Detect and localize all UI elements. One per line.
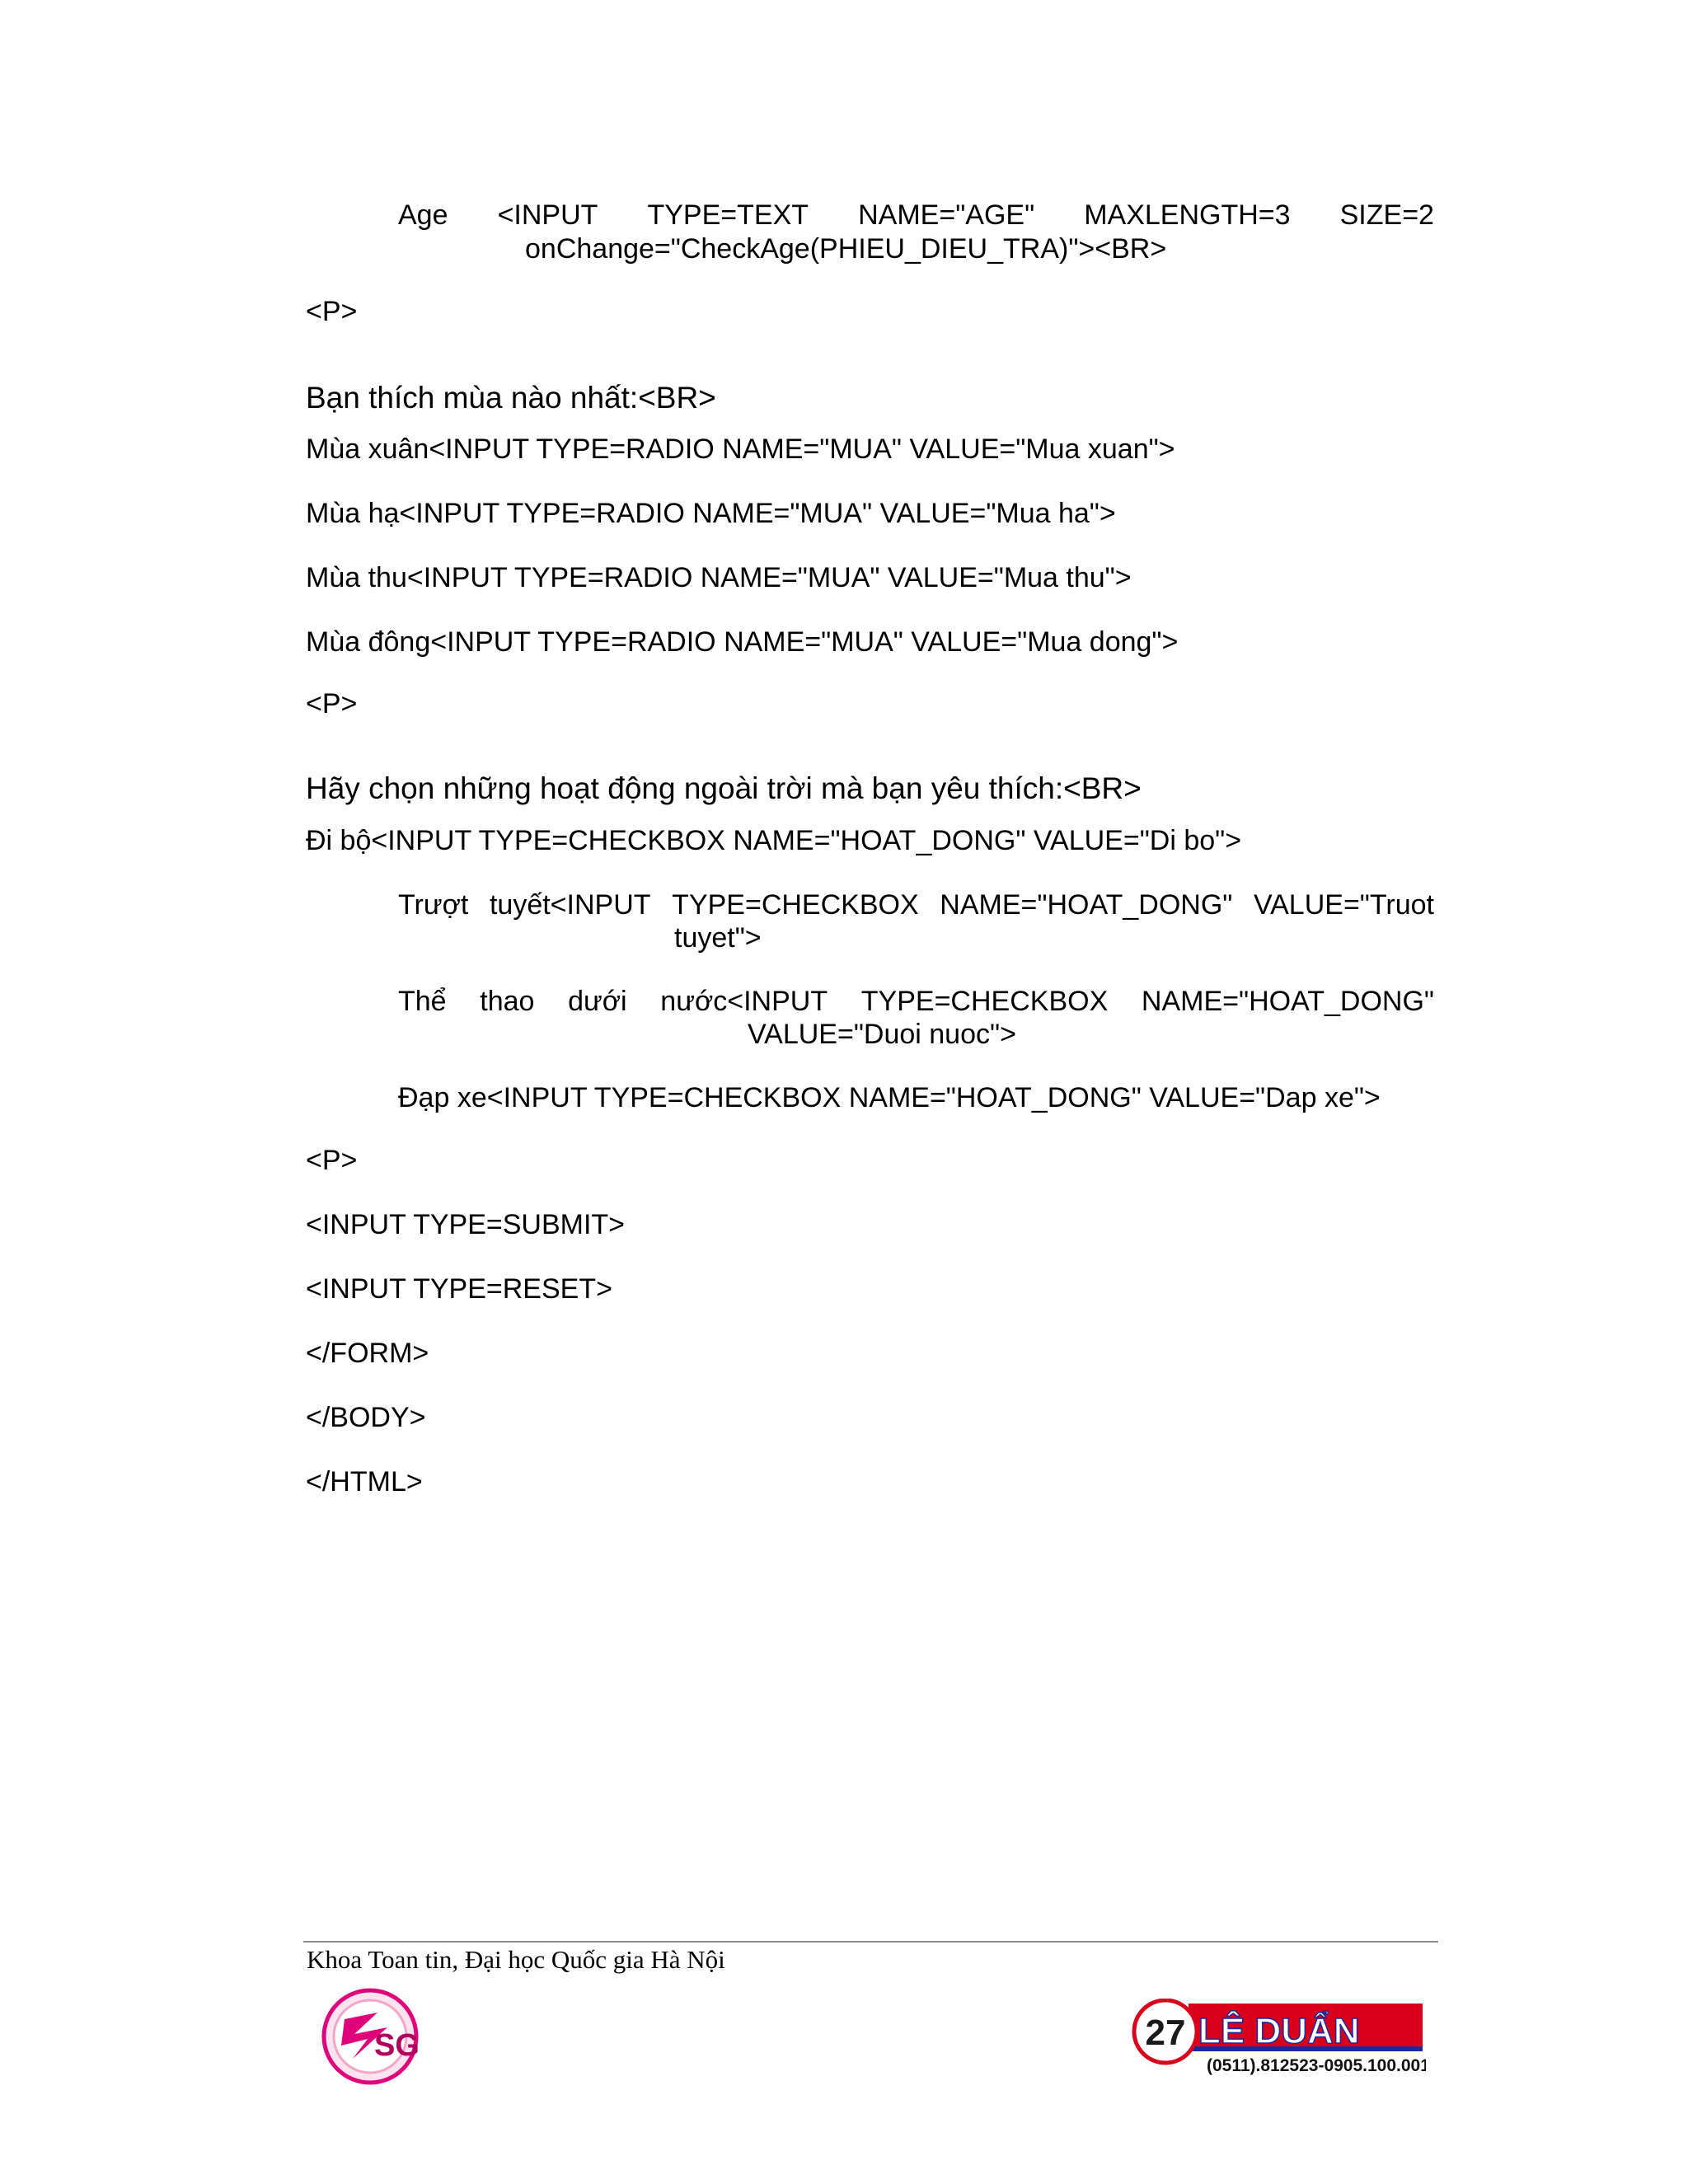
reset-input-line: <INPUT TYPE=RESET> — [306, 1273, 612, 1305]
age-token: TYPE=TEXT — [647, 199, 809, 231]
ski-token: TYPE=CHECKBOX — [672, 889, 919, 921]
ski-token: tuyết<INPUT — [489, 889, 651, 921]
ski-token: VALUE="Truot — [1253, 889, 1434, 921]
svg-text:27: 27 — [1145, 2013, 1186, 2053]
footer-text: Khoa Toan tin, Đại học Quốc gia Hà Nội — [307, 1945, 725, 1974]
paragraph-tag: <P> — [306, 296, 358, 327]
season-radio-line: Mùa thu<INPUT TYPE=RADIO NAME="MUA" VALUE="Mua thu"> — [306, 562, 1132, 593]
svg-text:(0511).812523-0905.100.001: (0511).812523-0905.100.001 — [1207, 2056, 1426, 2075]
svg-text:LÊ DUẨN: LÊ DUẨN — [1198, 2011, 1360, 2051]
body-close-tag: </BODY> — [306, 1402, 426, 1433]
activity-checkbox-line: Đi bộ<INPUT TYPE=CHECKBOX NAME="HOAT_DONG" VALUE="Di bo"> — [306, 825, 1242, 856]
season-radio-line: Mùa hạ<INPUT TYPE=RADIO NAME="MUA" VALUE="Mua ha"> — [306, 498, 1116, 529]
paragraph-tag: <P> — [306, 688, 358, 719]
water-token: NAME="HOAT_DONG" — [1141, 986, 1434, 1017]
ski-token: Trượt — [398, 889, 469, 921]
age-input-line — [398, 199, 1434, 232]
ski-token: NAME="HOAT_DONG" — [940, 889, 1233, 921]
water-token: thao — [480, 986, 535, 1017]
water-token: TYPE=CHECKBOX — [860, 986, 1109, 1017]
season-question: Bạn thích mùa nào nhất:<BR> — [306, 381, 716, 415]
sg-logo — [320, 1986, 420, 2087]
age-token: Age — [398, 199, 448, 231]
age-token: MAXLENGTH=3 — [1084, 199, 1291, 231]
season-radio-line: Mùa đông<INPUT TYPE=RADIO NAME="MUA" VALUE="Mua dong"> — [306, 626, 1179, 658]
activity-continuation: tuyet"> — [674, 922, 762, 954]
water-token: dưới — [568, 986, 627, 1017]
activity-continuation: VALUE="Duoi nuoc"> — [748, 1019, 1016, 1050]
footer-divider — [303, 1941, 1438, 1943]
le-duan-logo — [1131, 1999, 1426, 2081]
html-close-tag: </HTML> — [306, 1466, 423, 1497]
activity-checkbox-line: Đạp xe<INPUT TYPE=CHECKBOX NAME="HOAT_DONG" VALUE="Dap xe"> — [398, 1082, 1381, 1113]
svg-text:SG: SG — [374, 2028, 420, 2063]
form-close-tag: </FORM> — [306, 1338, 429, 1369]
activity-checkbox-line — [398, 985, 1434, 1018]
age-input-continuation: onChange="CheckAge(PHIEU_DIEU_TRA)"><BR> — [525, 233, 1167, 265]
age-token: SIZE=2 — [1339, 199, 1434, 231]
water-token: nước<INPUT — [660, 986, 828, 1017]
age-token: NAME="AGE" — [858, 199, 1035, 231]
submit-input-line: <INPUT TYPE=SUBMIT> — [306, 1209, 626, 1240]
activity-checkbox-line — [398, 888, 1434, 921]
age-token: <INPUT — [497, 199, 598, 231]
activity-question: Hãy chọn những hoạt động ngoài trời mà bạn yêu thích:<BR> — [306, 771, 1142, 805]
water-token: Thể — [398, 986, 447, 1017]
paragraph-tag: <P> — [306, 1145, 358, 1176]
season-radio-line: Mùa xuân<INPUT TYPE=RADIO NAME="MUA" VALUE="Mua xuan"> — [306, 434, 1175, 465]
